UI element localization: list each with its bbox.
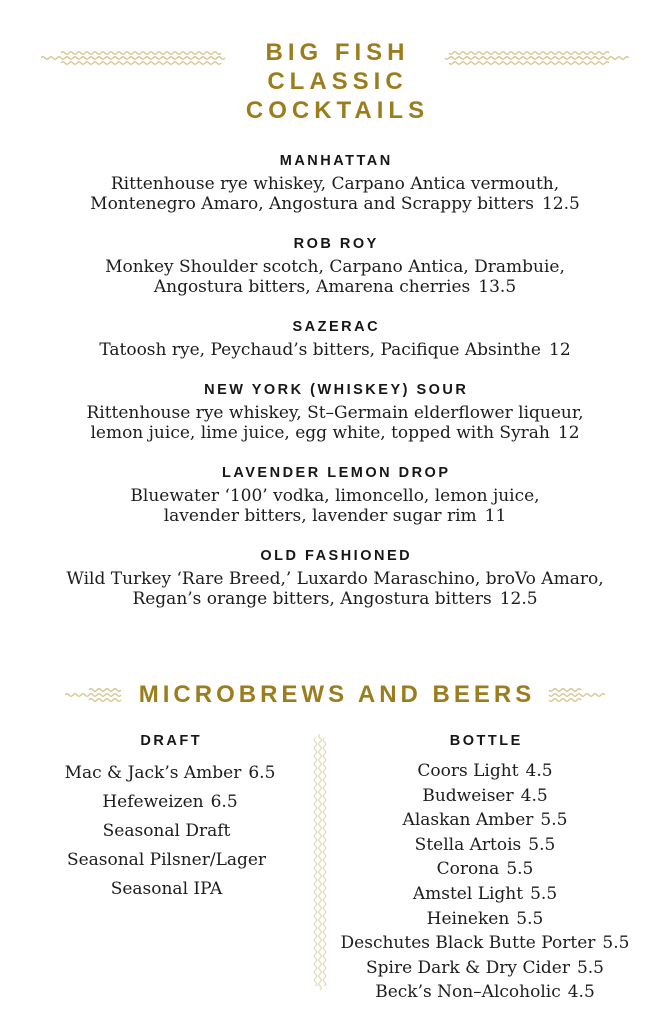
- beers-section: [0, 733, 670, 1005]
- beer-name: Seasonal Pilsner/Lager: [66, 850, 267, 870]
- beer-price: 4.5: [525, 761, 553, 781]
- beer-item: [335, 808, 635, 833]
- cocktail-description: [0, 340, 670, 360]
- beer-name: Budweiser: [422, 785, 514, 806]
- cocktail-description: [0, 486, 670, 526]
- beer-name: Beck’s Non–Alcoholic: [375, 982, 561, 1003]
- cocktail-item: [0, 547, 670, 609]
- draft-column: [35, 733, 305, 1005]
- beer-item: [35, 759, 305, 788]
- beer-price: 5.5: [530, 883, 558, 904]
- cocktail-description: [0, 403, 670, 443]
- cocktail-item: [0, 464, 670, 526]
- cocktails-title-line: BIG FISH: [265, 39, 410, 66]
- wavy-column-divider-icon: [313, 734, 327, 992]
- cocktails-title-line: COCKTAILS: [245, 97, 430, 124]
- beer-item: [335, 784, 635, 809]
- cocktail-description: [0, 569, 670, 609]
- wavy-flourish-right-icon: [443, 50, 629, 66]
- cocktail-description-line: Bluewater ‘100’ vodka, limoncello, lemon juice,: [130, 486, 540, 506]
- cocktail-name: OLD FASHIONED: [260, 548, 413, 564]
- cocktail-description-line: Wild Turkey ‘Rare Breed,’ Luxardo Maraschino, broVo Amaro,: [66, 569, 604, 589]
- draft-list: [35, 759, 305, 904]
- cocktail-name: MANHATTAN: [279, 153, 393, 169]
- beer-name: Seasonal Draft: [102, 821, 231, 841]
- beer-name: Hefeweizen: [102, 792, 204, 812]
- draft-heading: DRAFT: [140, 733, 203, 749]
- beer-item: [335, 907, 635, 932]
- cocktail-description-line: Angostura bitters, Amarena cherries: [153, 277, 471, 297]
- cocktail-description-line: Rittenhouse rye whiskey, St–Germain elderflower liqueur,: [86, 403, 584, 423]
- beer-price: 4.5: [567, 982, 595, 1003]
- beer-name: Seasonal IPA: [110, 879, 223, 899]
- beer-name: Spire Dark & Dry Cider: [365, 957, 570, 978]
- beer-price: 4.5: [520, 785, 548, 806]
- beer-price: 5.5: [516, 908, 544, 929]
- beer-name: Coors Light: [417, 761, 519, 781]
- cocktail-name: SAZERAC: [292, 319, 381, 335]
- cocktail-item: [0, 235, 670, 297]
- bottle-heading: BOTTLE: [449, 733, 523, 749]
- cocktails-title-line: CLASSIC: [267, 68, 408, 95]
- cocktail-description-line: Montenegro Amaro, Angostura and Scrappy bitters: [90, 194, 534, 214]
- beer-name: Corona: [436, 859, 500, 880]
- beer-price: 5.5: [540, 810, 568, 831]
- cocktail-price: 13.5: [478, 277, 517, 297]
- cocktail-name: LAVENDER LEMON DROP: [222, 465, 451, 481]
- beer-item: [335, 956, 635, 981]
- cocktail-price: 12.5: [499, 589, 538, 609]
- beer-item: [335, 759, 635, 784]
- beer-item: [35, 875, 305, 904]
- beer-item: [335, 882, 635, 907]
- cocktail-price: 12: [557, 423, 580, 443]
- cocktail-description-line: Monkey Shoulder scotch, Carpano Antica, Drambuie,: [105, 257, 565, 277]
- beer-item: [35, 788, 305, 817]
- cocktail-item: [0, 152, 670, 214]
- cocktail-price: 12: [549, 340, 571, 360]
- beers-header: [0, 681, 670, 709]
- cocktail-item: [0, 318, 670, 360]
- cocktails-title: [241, 38, 429, 125]
- beer-name: Mac & Jack’s Amber: [64, 763, 242, 783]
- beer-item: [35, 846, 305, 875]
- beer-price: 5.5: [506, 859, 534, 880]
- cocktails-section: [0, 152, 670, 609]
- cocktail-item: [0, 381, 670, 443]
- bottle-column: [335, 733, 635, 1005]
- beer-price: 6.5: [210, 792, 238, 812]
- cocktail-description: [0, 257, 670, 297]
- cocktail-price: 11: [484, 506, 507, 526]
- beer-price: 5.5: [528, 834, 556, 855]
- wavy-flourish-right-icon: [547, 687, 605, 703]
- cocktail-description-line: lavender bitters, lavender sugar rim: [163, 506, 477, 526]
- cocktail-description-line: Rittenhouse rye whiskey, Carpano Antica vermouth,: [110, 174, 560, 194]
- beer-item: [335, 931, 635, 956]
- beer-name: Stella Artois: [414, 834, 522, 855]
- cocktails-header: [0, 0, 670, 125]
- beer-name: Heineken: [426, 908, 510, 929]
- beer-item: [335, 833, 635, 858]
- cocktail-name: NEW YORK (WHISKEY) SOUR: [204, 382, 469, 398]
- beer-name: Alaskan Amber: [402, 810, 534, 831]
- wavy-flourish-left-icon: [65, 687, 123, 703]
- cocktail-description-line: Tatoosh rye, Peychaud’s bitters, Pacifique Absinthe: [99, 340, 541, 360]
- beer-price: 5.5: [576, 957, 604, 978]
- beer-item: [335, 857, 635, 882]
- beer-item: [335, 980, 635, 1005]
- cocktail-description-line: lemon juice, lime juice, egg white, topped with Syrah: [90, 423, 550, 443]
- beer-price: 5.5: [602, 933, 630, 954]
- beers-title: MICROBREWS AND BEERS: [138, 681, 536, 708]
- bottle-list: [335, 759, 635, 1005]
- beer-price: 6.5: [248, 763, 276, 783]
- beer-name: Deschutes Black Butte Porter: [340, 933, 596, 954]
- beer-name: Amstel Light: [412, 883, 524, 904]
- cocktail-price: 12.5: [541, 194, 580, 214]
- cocktail-description-line: Regan’s orange bitters, Angostura bitters: [132, 589, 492, 609]
- wavy-flourish-left-icon: [41, 50, 227, 66]
- cocktail-description: [0, 174, 670, 214]
- beer-item: [35, 817, 305, 846]
- cocktail-name: ROB ROY: [293, 236, 379, 252]
